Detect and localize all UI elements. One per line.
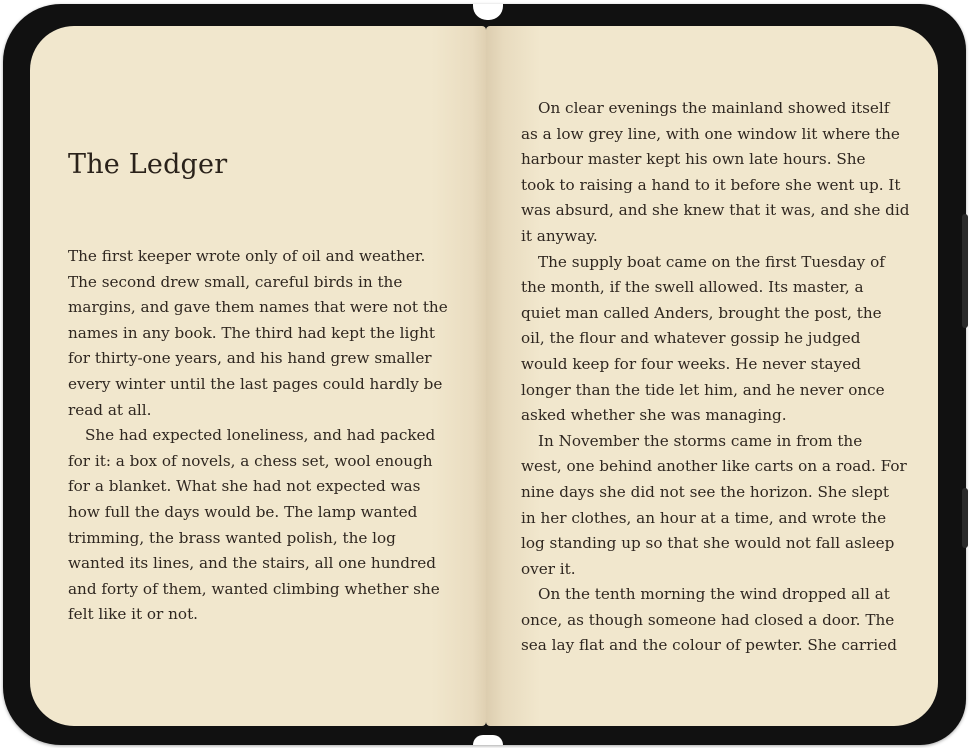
page-turn-button-lower[interactable]	[962, 488, 968, 548]
text-line: for a blanket. What she had not expected was	[68, 477, 421, 496]
left-page[interactable]	[30, 26, 486, 726]
text-line: In November the storms came in from the	[538, 431, 863, 450]
text-line: names in any book. The third had kept the light	[68, 323, 435, 342]
hinge-notch-bottom	[473, 735, 503, 745]
text-line: She had expected loneliness, and had packed	[85, 426, 436, 445]
text-line: for it: a box of novels, a chess set, wool enough	[68, 451, 433, 470]
text-line: and forty of them, wanted climbing whether she	[68, 579, 440, 598]
text-line: The first keeper wrote only of oil and weather.	[68, 247, 426, 265]
text-line: west, one behind another like carts on a road. For	[521, 457, 907, 476]
text-line: nine days she did not see the horizon. She slept	[521, 482, 889, 501]
text-line: in her clothes, an hour at a time, and wrote the	[521, 508, 887, 527]
chapter-title: The Ledger	[68, 149, 228, 180]
text-line: would keep for four weeks. He never stayed	[521, 354, 861, 373]
text-line: On the tenth morning the wind dropped all at	[538, 585, 890, 604]
text-line: as a low grey line, with one window lit where the	[521, 124, 900, 143]
text-line: On clear evenings the mainland showed itself	[538, 99, 890, 117]
text-line: harbour master kept his own late hours. She	[521, 150, 866, 169]
text-line: quiet man called Anders, brought the post, the	[521, 303, 882, 322]
right-page-text	[521, 96, 910, 659]
text-line: margins, and gave them names that were not the	[68, 298, 448, 317]
text-line: oil, the flour and whatever gossip he judged	[521, 329, 861, 348]
text-line: how full the days would be. The lamp wanted	[68, 502, 418, 521]
text-line: for thirty-one years, and his hand grew smaller	[68, 349, 432, 368]
text-line: The supply boat came on the first Tuesday of	[538, 252, 885, 271]
text-line: took to raising a hand to it before she went up. It	[521, 175, 901, 194]
left-page-text	[68, 244, 448, 628]
text-line: every winter until the last pages could hardly be	[68, 374, 443, 393]
text-line: once, as though someone had closed a door. The	[521, 610, 895, 629]
text-line: the month, if the swell allowed. Its master, a	[521, 278, 864, 297]
text-line: trimming, the brass wanted polish, the log	[68, 528, 396, 547]
text-line: wanted its lines, and the stairs, all one hundred	[68, 554, 436, 573]
text-line: it anyway.	[521, 226, 598, 245]
text-line: asked whether she was managing.	[521, 406, 787, 425]
text-line: over it.	[521, 559, 576, 578]
hinge-notch-top	[473, 4, 503, 20]
right-page[interactable]	[486, 26, 938, 726]
text-line: The second drew small, careful birds in the	[68, 272, 403, 291]
text-line: sea lay flat and the colour of pewter. She carried	[521, 636, 897, 655]
text-line: longer than the tide let him, and he never once	[521, 380, 885, 399]
text-line: read at all.	[68, 400, 152, 419]
page-turn-button-upper[interactable]	[962, 214, 968, 328]
text-line: felt like it or not.	[68, 605, 199, 624]
text-line: was absurd, and she knew that it was, and she did	[521, 201, 910, 220]
text-line: log standing up so that she would not fall asleep	[521, 534, 895, 553]
